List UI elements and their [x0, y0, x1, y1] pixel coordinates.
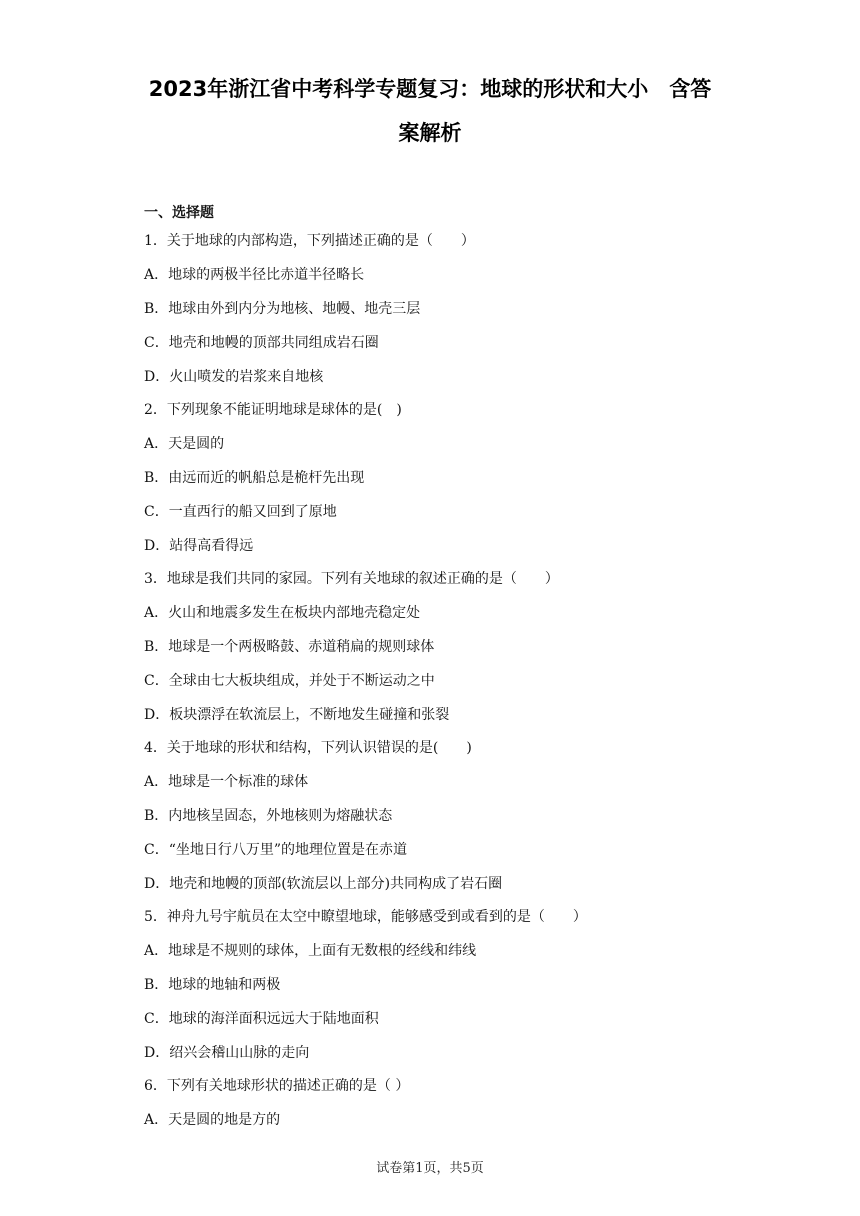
question-2-stem: 2．下列现象不能证明地球是球体的是( ): [144, 402, 402, 418]
question-5-stem: 5．神舟九号宇航员在太空中瞭望地球，能够感受到或看到的是（ ）: [144, 909, 587, 925]
question-2-option-d: D．站得高看得远: [144, 538, 254, 554]
question-1-option-c: C．地壳和地幔的顶部共同组成岩石圈: [144, 335, 379, 351]
question-3-option-d: D．板块漂浮在软流层上，不断地发生碰撞和张裂: [144, 707, 450, 723]
question-1-option-d: D．火山喷发的岩浆来自地核: [144, 369, 324, 385]
section-heading: 一、选择题: [144, 205, 214, 221]
page-title-line-1: 2023年浙江省中考科学专题复习：地球的形状和大小 含答: [148, 77, 712, 101]
question-5-option-b: B．地球的地轴和两极: [144, 977, 281, 993]
question-1-option-a: A．地球的两极半径比赤道半径略长: [144, 267, 365, 283]
question-6-stem: 6．下列有关地球形状的描述正确的是（ ）: [144, 1078, 410, 1094]
question-1-option-b: B．地球由外到内分为地核、地幔、地壳三层: [144, 301, 421, 317]
question-5-option-d: D．绍兴会稽山山脉的走向: [144, 1045, 310, 1061]
question-4-option-b: B．内地核呈固态，外地核则为熔融状态: [144, 808, 393, 824]
question-3-option-b: B．地球是一个两极略鼓、赤道稍扁的规则球体: [144, 639, 435, 655]
question-6-option-a: A．天是圆的地是方的: [144, 1112, 281, 1128]
question-2-option-a: A．天是圆的: [144, 436, 225, 452]
page-title-line-2: 案解析: [398, 121, 462, 145]
question-3-option-a: A．火山和地震多发生在板块内部地壳稳定处: [144, 605, 421, 621]
question-4-option-d: D．地壳和地幔的顶部(软流层以上部分)共同构成了岩石圈: [144, 876, 503, 892]
question-4-stem: 4．关于地球的形状和结构，下列认识错误的是( ): [144, 740, 472, 756]
question-3-stem: 3．地球是我们共同的家园。下列有关地球的叙述正确的是（ ）: [144, 571, 559, 587]
question-1-stem: 1．关于地球的内部构造，下列描述正确的是（ ）: [144, 233, 475, 249]
question-5-option-a: A．地球是不规则的球体，上面有无数根的经线和纬线: [144, 943, 477, 959]
question-2-option-b: B．由远而近的帆船总是桅杆先出现: [144, 470, 365, 486]
question-5-option-c: C．地球的海洋面积远远大于陆地面积: [144, 1011, 379, 1027]
question-4-option-c: C．“坐地日行八万里”的地理位置是在赤道: [144, 842, 408, 858]
question-4-option-a: A．地球是一个标准的球体: [144, 774, 309, 790]
page-footer: 试卷第1页，共5页: [376, 1161, 484, 1176]
question-3-option-c: C．全球由七大板块组成，并处于不断运动之中: [144, 673, 435, 689]
question-2-option-c: C．一直西行的船又回到了原地: [144, 504, 337, 520]
